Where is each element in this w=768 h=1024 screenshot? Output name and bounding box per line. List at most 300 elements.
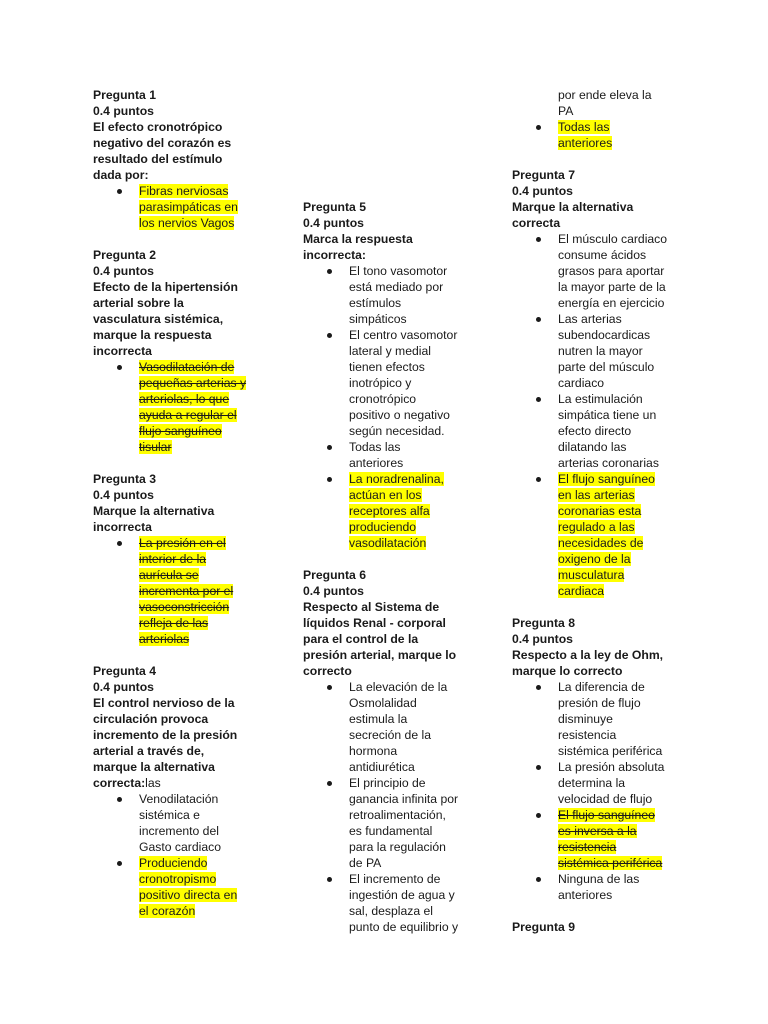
answer-line-text: la mayor parte de la [558, 280, 666, 294]
answer-line [558, 679, 682, 695]
answer-line-text: secreción de la [349, 728, 431, 742]
answer-line [349, 471, 471, 487]
answer-line [349, 903, 471, 919]
answer-line-text: parte del músculo [558, 360, 655, 374]
answer-line-text: sistémica e [139, 808, 200, 822]
answer-line-text: refleja de las [139, 616, 209, 630]
answer-line [558, 807, 682, 823]
answer-line [558, 535, 682, 551]
question-block [512, 167, 682, 599]
answer-text [139, 855, 263, 919]
answer-line [349, 423, 471, 439]
answer-option[interactable] [512, 311, 682, 391]
answer-line [139, 375, 263, 391]
line-text: Marca la respuesta [303, 232, 413, 246]
answer-line [139, 439, 263, 455]
answer-line [139, 583, 263, 599]
answer-line-text: estímulos [349, 296, 402, 310]
answer-line-text: regulado a las [558, 520, 635, 534]
question-title [512, 919, 682, 935]
answer-line-text: flujo sanguíneo [139, 424, 222, 438]
bullet-icon [512, 231, 558, 311]
answer-option[interactable] [512, 679, 682, 759]
answer-line [139, 871, 263, 887]
question-text [303, 663, 471, 679]
answer-line-text: Osmolalidad [349, 696, 417, 710]
line-text: 0.4 puntos [93, 104, 154, 118]
question-text [303, 615, 471, 631]
answer-option[interactable] [93, 183, 263, 231]
line-text: Pregunta 3 [93, 472, 156, 486]
line-text: resultado del estímulo [93, 152, 223, 166]
bullet-icon [512, 807, 558, 871]
question-text [93, 775, 263, 791]
question-title [93, 471, 263, 487]
question-block [512, 919, 682, 935]
question-text [93, 727, 263, 743]
answer-line-text: velocidad de flujo [558, 792, 653, 806]
answer-line-text: vasoconstricción [139, 600, 230, 614]
answer-line-text: sal, desplaza el [349, 904, 434, 918]
answer-line [349, 727, 471, 743]
answer-line-text: vasodilatación [349, 536, 427, 550]
question-block [93, 663, 263, 919]
answer-line [139, 423, 263, 439]
answer-line [139, 215, 263, 231]
answer-line [349, 439, 471, 455]
answer-line-text: ingestión de agua y [349, 888, 455, 902]
question-text [93, 503, 263, 519]
line-text: marque la alternativa [93, 760, 215, 774]
line-text: 0.4 puntos [512, 632, 573, 646]
question-text [512, 663, 682, 679]
bullet-icon [303, 327, 349, 439]
answer-line-text: El músculo cardiaco [558, 232, 668, 246]
continued-answers [512, 87, 682, 151]
answer-option[interactable] [512, 231, 682, 311]
question-title [303, 567, 471, 583]
answer-text [139, 791, 263, 855]
column-3 [512, 87, 682, 951]
answer-line [558, 551, 682, 567]
answer-text [558, 471, 682, 599]
answer-line [349, 919, 471, 935]
line-text: Pregunta 7 [512, 168, 575, 182]
answer-line-text: musculatura [558, 568, 625, 582]
answer-line [349, 263, 471, 279]
answer-line [349, 391, 471, 407]
answer-line [139, 887, 263, 903]
answer-line-text: retroalimentación, [349, 808, 446, 822]
line-text: 0.4 puntos [93, 680, 154, 694]
question-block [512, 615, 682, 903]
answer-line [349, 743, 471, 759]
answer-line-text: El principio de [349, 776, 426, 790]
question-text [93, 343, 263, 359]
answer-line [139, 903, 263, 919]
answer-line [558, 887, 682, 903]
question-text [93, 119, 263, 135]
answer-line [349, 519, 471, 535]
answer-line-text: PA [558, 104, 574, 118]
answer-line [558, 375, 682, 391]
continued-answer-text [558, 87, 682, 119]
question-title [93, 87, 263, 103]
line-text: 0.4 puntos [512, 184, 573, 198]
answer-line [139, 407, 263, 423]
answer-line [558, 343, 682, 359]
answer-option[interactable] [512, 759, 682, 807]
answer-line-text: estimula la [349, 712, 408, 726]
answer-line [558, 455, 682, 471]
answer-line-text: El tono vasomotor [349, 264, 448, 278]
answer-line [139, 631, 263, 647]
question-text [93, 743, 263, 759]
question-text [93, 327, 263, 343]
answer-line [558, 359, 682, 375]
answer-line-text: aurícula se [139, 568, 199, 582]
answer-line [349, 503, 471, 519]
answer-line-text: positivo directa en [139, 888, 238, 902]
answer-line-text: actúan en los [349, 488, 422, 502]
answer-line [558, 471, 682, 487]
answer-option[interactable] [303, 327, 471, 439]
line-text: dada por: [93, 168, 149, 182]
answer-line [349, 887, 471, 903]
answer-line-text: en las arterias [558, 488, 635, 502]
answer-line-text: subendocardicas [558, 328, 651, 342]
answer-line [558, 743, 682, 759]
answer-line-text: El flujo sanguíneo [558, 808, 655, 822]
answer-line-text: La presión en el [139, 536, 226, 550]
answer-text [349, 775, 471, 871]
line-text: El control nervioso de la [93, 696, 235, 710]
answer-line-text: oxigeno de la [558, 552, 631, 566]
line-text: Efecto de la hipertensión [93, 280, 238, 294]
answer-line [349, 343, 471, 359]
answer-line [558, 119, 682, 135]
line-text: marque la respuesta [93, 328, 212, 342]
answer-line-text: disminuye [558, 712, 613, 726]
answer-line [558, 423, 682, 439]
answer-line-text: El incremento de [349, 872, 441, 886]
answer-line-text: El centro vasomotor [349, 328, 458, 342]
answer-line-text: punto de equilibrio y [349, 920, 459, 934]
answer-line [139, 823, 263, 839]
question-text [512, 215, 682, 231]
question-points [93, 487, 263, 503]
bullet-icon [303, 439, 349, 471]
line-text: arterial sobre la [93, 296, 184, 310]
answer-line-text: El flujo sanguíneo [558, 472, 655, 486]
answer-line [558, 279, 682, 295]
answer-line-text: Todas las [349, 440, 401, 454]
answer-option[interactable] [303, 471, 471, 551]
answer-line-text: incrementa por el [139, 584, 234, 598]
answer-line [558, 823, 682, 839]
line-text: Pregunta 2 [93, 248, 156, 262]
question-points [303, 583, 471, 599]
answer-option[interactable] [303, 263, 471, 327]
answer-line [558, 87, 682, 103]
bullet-icon [512, 119, 558, 151]
answer-line [139, 183, 263, 199]
bullet-icon [303, 679, 349, 775]
answer-line-text: anteriores [558, 136, 613, 150]
question-text [93, 135, 263, 151]
question-points [512, 631, 682, 647]
answer-line-text: Vasodilatación de [139, 360, 235, 374]
answer-line [558, 519, 682, 535]
answer-line [349, 295, 471, 311]
bullet-icon [303, 263, 349, 327]
question-points [93, 263, 263, 279]
line-text: circulación provoca [93, 712, 209, 726]
answer-line [139, 567, 263, 583]
answer-line-text: La presión absoluta [558, 760, 665, 774]
question-text [93, 295, 263, 311]
answer-line [558, 487, 682, 503]
answer-line [349, 375, 471, 391]
answer-line [349, 823, 471, 839]
answer-text [349, 263, 471, 327]
answer-line [349, 679, 471, 695]
answer-line [349, 311, 471, 327]
answer-line [139, 791, 263, 807]
answer-line [139, 199, 263, 215]
answer-option[interactable] [303, 439, 471, 471]
answer-line-text: efecto directo [558, 424, 632, 438]
answer-option[interactable] [512, 119, 682, 151]
answer-line [349, 775, 471, 791]
question-text [93, 167, 263, 183]
answer-line-text: pequeñas arterias y [139, 376, 247, 390]
line-text: Pregunta 9 [512, 920, 575, 934]
line-text: Pregunta 1 [93, 88, 156, 102]
bullet-icon [303, 871, 349, 935]
bullet-icon [303, 471, 349, 551]
line-text: correcto [303, 664, 352, 678]
answer-line-text: lateral y medial [349, 344, 431, 358]
answer-line [558, 839, 682, 855]
answer-text [558, 759, 682, 807]
answer-line [349, 407, 471, 423]
answer-line-text: inotrópico y [349, 376, 412, 390]
answer-line [558, 503, 682, 519]
answer-line [558, 311, 682, 327]
line-text: Respecto a la ley de Ohm, [512, 648, 664, 662]
question-block [303, 567, 471, 935]
line-text: El efecto cronotrópico [93, 120, 223, 134]
answer-line-text: grasos para aportar [558, 264, 665, 278]
answer-line-text: resistencia [558, 840, 617, 854]
bullet-icon [93, 535, 139, 647]
question-text [93, 151, 263, 167]
answer-option[interactable] [303, 775, 471, 871]
answer-line [349, 759, 471, 775]
answer-line [349, 695, 471, 711]
line-text: líquidos Renal - corporal [303, 616, 446, 630]
answer-line [558, 711, 682, 727]
answer-option[interactable] [512, 871, 682, 903]
answer-line-text: arteriolas, lo que [139, 392, 230, 406]
answer-line-text: resistencia [558, 728, 617, 742]
answer-line-text: necesidades de [558, 536, 644, 550]
answer-line [558, 855, 682, 871]
answer-line-text: sistémica periférica [558, 856, 663, 870]
question-title [512, 615, 682, 631]
answer-line [558, 103, 682, 119]
bullet-icon [512, 471, 558, 599]
answer-line [558, 407, 682, 423]
question-points [93, 103, 263, 119]
answer-option[interactable] [93, 791, 263, 855]
answer-line-text: arterias coronarias [558, 456, 659, 470]
answer-line-text: consume ácidos [558, 248, 647, 262]
line-text: Pregunta 8 [512, 616, 575, 630]
line-text: incorrecta: [303, 248, 366, 262]
answer-line [558, 871, 682, 887]
question-text-bold: correcta: [93, 776, 146, 790]
answer-line-text: receptores alfa [349, 504, 430, 518]
line-text: Marque la alternativa [93, 504, 215, 518]
answer-line-text: dilatando las [558, 440, 627, 454]
answer-line-text: cronotrópico [349, 392, 417, 406]
line-text: 0.4 puntos [303, 216, 364, 230]
answer-text [349, 471, 471, 551]
line-text: 0.4 puntos [93, 264, 154, 278]
answer-option[interactable] [93, 359, 263, 455]
line-text: vasculatura sistémica, [93, 312, 224, 326]
answer-line [558, 439, 682, 455]
question-points [303, 215, 471, 231]
answer-line [139, 599, 263, 615]
answer-line-text: Gasto cardiaco [139, 840, 221, 854]
bullet-icon [512, 759, 558, 807]
answer-line [558, 391, 682, 407]
answer-line-text: simpáticos [349, 312, 407, 326]
line-text: Respecto al Sistema de [303, 600, 440, 614]
answer-text [558, 391, 682, 471]
answer-line [349, 711, 471, 727]
answer-text [349, 871, 471, 935]
answer-line [349, 839, 471, 855]
question-text [93, 279, 263, 295]
answer-line [558, 295, 682, 311]
answer-line [558, 791, 682, 807]
question-block [303, 199, 471, 551]
question-title [93, 663, 263, 679]
question-points [512, 183, 682, 199]
answer-line [349, 279, 471, 295]
bullet-icon [93, 791, 139, 855]
answer-line-text: tienen efectos [349, 360, 425, 374]
question-text [93, 711, 263, 727]
answer-option[interactable] [512, 391, 682, 471]
answer-line-text: Produciendo [139, 856, 208, 870]
answer-line-text: determina la [558, 776, 626, 790]
answer-text [558, 679, 682, 759]
answer-line-text: según necesidad. [349, 424, 445, 438]
answer-line-text: es fundamental [349, 824, 433, 838]
answer-line [558, 135, 682, 151]
answer-option[interactable] [303, 871, 471, 935]
answer-option[interactable] [93, 535, 263, 647]
answer-line-text: produciendo [349, 520, 417, 534]
answer-line [139, 615, 263, 631]
answer-text [139, 535, 263, 647]
answer-line-text: parasimpáticas en [139, 200, 238, 214]
answer-line-text: cardiaco [558, 376, 605, 390]
answer-line [558, 727, 682, 743]
answer-line-text: interior de la [139, 552, 207, 566]
question-title [93, 247, 263, 263]
answer-option[interactable] [93, 855, 263, 919]
question-text [303, 231, 471, 247]
answer-line [349, 487, 471, 503]
bullet-icon [512, 391, 558, 471]
answer-option[interactable] [303, 679, 471, 775]
bullet-icon [93, 359, 139, 455]
answer-line-text: ayuda a regular el [139, 408, 237, 422]
question-text [93, 695, 263, 711]
line-text: Marque la alternativa [512, 200, 634, 214]
answer-line-text: tisular [139, 440, 172, 454]
answer-line-text: nutren la mayor [558, 344, 643, 358]
answer-option[interactable] [512, 471, 682, 599]
answer-text [139, 359, 263, 455]
answer-line [349, 455, 471, 471]
answer-line [558, 327, 682, 343]
answer-line [558, 263, 682, 279]
answer-option[interactable] [512, 807, 682, 871]
answer-line-text: Las arterias [558, 312, 622, 326]
answer-line-text: los nervios Vagos [139, 216, 235, 230]
question-text [93, 519, 263, 535]
question-title [512, 167, 682, 183]
answer-line-text: positivo o negativo [349, 408, 450, 422]
answer-line-text: el corazón [139, 904, 196, 918]
answer-line [558, 759, 682, 775]
answer-line-text: Fibras nerviosas [139, 184, 229, 198]
answer-line-text: antidiurética [349, 760, 415, 774]
question-text [303, 599, 471, 615]
answer-line [558, 231, 682, 247]
answer-line [139, 839, 263, 855]
answer-line-text: energía en ejercicio [558, 296, 665, 310]
bullet-icon [512, 871, 558, 903]
answer-line [349, 791, 471, 807]
answer-line [139, 359, 263, 375]
line-text: marque lo correcto [512, 664, 623, 678]
answer-line-text: La noradrenalina, [349, 472, 444, 486]
answer-line-text: incremento del [139, 824, 219, 838]
question-text [303, 647, 471, 663]
line-text: Pregunta 5 [303, 200, 366, 214]
answer-line-text: La diferencia de [558, 680, 645, 694]
question-text [512, 647, 682, 663]
line-text: 0.4 puntos [303, 584, 364, 598]
question-points [93, 679, 263, 695]
answer-line [139, 855, 263, 871]
question-text [303, 631, 471, 647]
answer-line-text: cardiaca [558, 584, 605, 598]
answer-text [349, 439, 471, 471]
answer-line [349, 871, 471, 887]
answer-text [558, 311, 682, 391]
answer-line [139, 807, 263, 823]
bullet-icon [303, 775, 349, 871]
